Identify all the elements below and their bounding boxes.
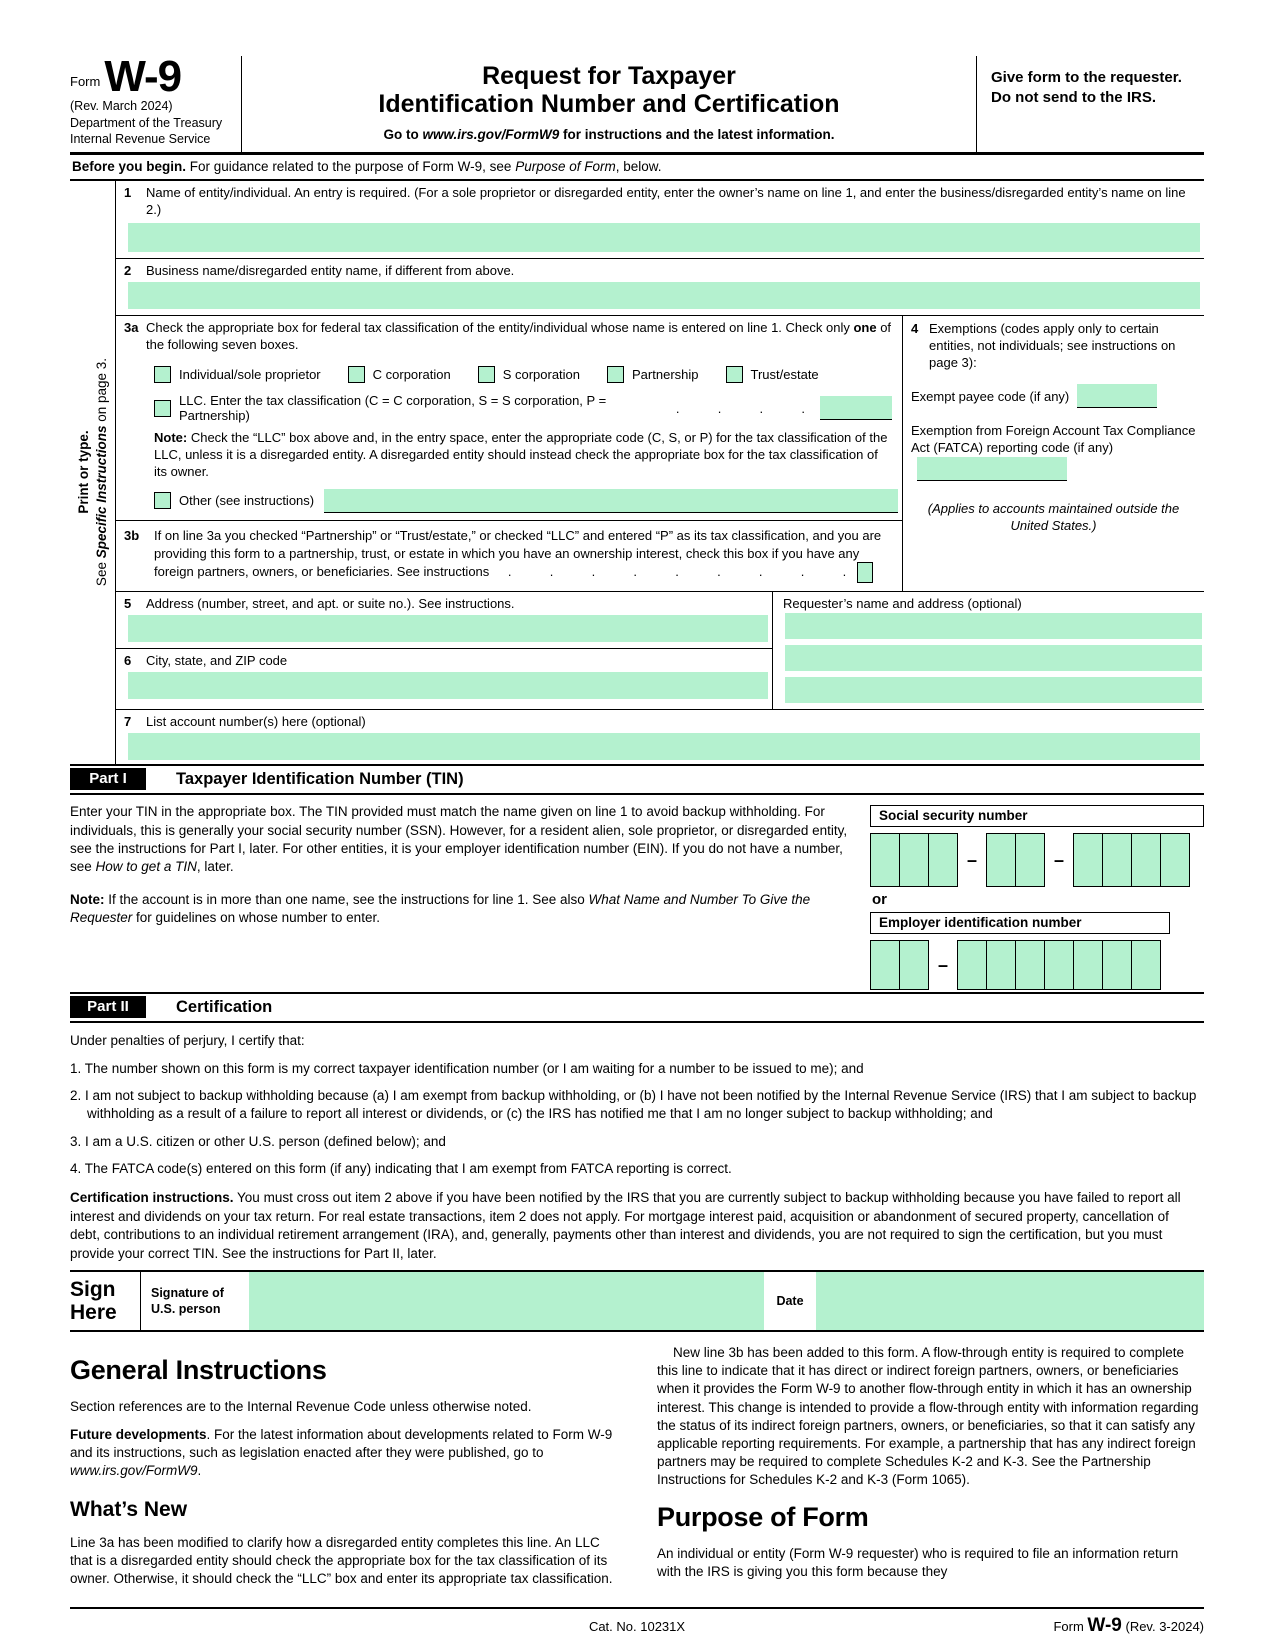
part1-band — [70, 764, 1204, 795]
other-option-row — [116, 489, 898, 513]
requester-input-2[interactable] — [785, 645, 1202, 671]
future-url[interactable]: www.irs.gov/FormW9 — [70, 1463, 198, 1479]
checkbox-s-corporation[interactable] — [478, 366, 495, 383]
page-title-line1: Request for Taxpayer — [482, 62, 736, 90]
us-person-label: U.S. person — [151, 1302, 221, 1317]
line3b-label — [154, 527, 902, 584]
requester-label: Requester’s name and address (optional) — [783, 596, 1022, 612]
ein-cells — [870, 940, 1204, 990]
section-references: Section references are to the Internal Revenue Code unless otherwise noted. — [70, 1399, 532, 1415]
print-or-type-strip — [70, 181, 115, 765]
ssn-cell[interactable] — [1160, 833, 1190, 887]
see-post: on page 3. — [93, 358, 109, 426]
part1-para-post: , later. — [196, 859, 234, 875]
purpose-of-form-title: Purpose of Form — [657, 1501, 869, 1532]
line3b-dot-leader: . . . . . . . . . — [489, 564, 848, 580]
line3a-label-bold: one — [853, 320, 877, 336]
goto-instructions — [260, 127, 958, 142]
ssn-cell[interactable] — [1073, 833, 1103, 887]
future-developments-label: Future developments — [70, 1426, 207, 1442]
footer-revision: (Rev. 3-2024) — [1125, 1619, 1204, 1635]
before-label: Before you begin. — [72, 158, 187, 174]
llc-tax-code-input[interactable] — [820, 396, 892, 420]
checkbox-other[interactable] — [154, 492, 171, 509]
before-you-begin — [70, 155, 1204, 181]
part1-text — [70, 803, 870, 990]
other-label: Other (see instructions) — [179, 493, 315, 509]
certify-item-1: 1. The number shown on this form is my correct taxpayer identification number (or I am waiting for a number to be issued to me); and — [70, 1060, 864, 1076]
requester-input-3[interactable] — [785, 677, 1202, 703]
note-label: Note: — [154, 430, 188, 446]
fatca-code-input[interactable] — [917, 457, 1067, 481]
part1-para-italic: How to get a TIN — [95, 859, 197, 875]
ssn-cell[interactable] — [1131, 833, 1161, 887]
instructions-section — [70, 1332, 1204, 1597]
form-number: W-9 — [104, 52, 182, 101]
ein-dash: – — [938, 954, 949, 975]
certify-item-3: 3. I am a U.S. citizen or other U.S. person (defined below); and — [70, 1133, 446, 1149]
foreign-partners-checkbox[interactable] — [857, 562, 873, 583]
option-s-corporation — [478, 366, 580, 383]
footer-form-number: W-9 — [1087, 1615, 1122, 1637]
part1-note — [70, 891, 856, 928]
part2-body — [70, 1023, 1204, 1263]
line5-label: Address (number, street, and apt. or suite no.). See instructions. — [146, 596, 515, 612]
date-input[interactable] — [816, 1272, 1204, 1330]
part2-title: Certification — [176, 997, 273, 1016]
signature-label — [141, 1272, 249, 1330]
instructions-left-column — [70, 1344, 617, 1597]
footer-form-id — [1053, 1615, 1204, 1637]
requester-input-1[interactable] — [785, 613, 1202, 639]
address-input[interactable] — [128, 615, 768, 642]
other-input[interactable] — [324, 489, 898, 513]
ein-cell[interactable] — [1015, 940, 1045, 990]
before-post: , below. — [615, 158, 662, 174]
part1-note-italic: What Name and Number To Give the Requester — [70, 891, 811, 926]
line4-number: 4 — [911, 321, 919, 337]
account-numbers-input[interactable] — [128, 733, 1200, 760]
goto-url[interactable]: www.irs.gov/FormW9 — [422, 127, 560, 142]
exempt-payee-code-input[interactable] — [1077, 384, 1157, 408]
ssn-dash-1: – — [967, 849, 978, 870]
see-pre: See — [93, 558, 109, 587]
future-pre: . For the latest information about developments related to Form W-9 and its instructions, such as legislation enacted after they were published, go to — [70, 1426, 613, 1460]
ein-cell[interactable] — [899, 940, 929, 990]
fatca-row — [911, 423, 1196, 481]
line3a-label-pre: Check the appropriate box for federal tax classification of the entity/individual whose name is entered on line 1. Check only — [146, 320, 854, 336]
form-header — [70, 52, 1204, 155]
llc-label: LLC. Enter the tax classification (C = C corporation, S = S corporation, P = Partnership) — [179, 393, 607, 424]
tax-classification-options — [116, 366, 902, 383]
note-text: Check the “LLC” box above and, in the entry space, enter the appropriate code (C, S, or P) for the tax classification of the LLC, unless it is a disregarded entity. A disregarded entity should instead check the appropriate box for the tax classification of its owner. — [154, 430, 888, 480]
certify-item-2: 2. I am not subject to backup withholding because (a) I am exempt from backup withholding, or (b) I have not been notified by the Internal Revenue Service (IRS) that I am subject to backup withholding as a result of a failure to report all interest or dividends, or (c) the IRS has notified me that I am no longer subject to backup withholding; and — [70, 1088, 1197, 1122]
name-input[interactable] — [128, 223, 1200, 252]
line3a-number: 3a — [124, 320, 139, 336]
footer-form-word: Form — [1053, 1619, 1084, 1635]
ssn-label: Social security number — [870, 805, 1204, 827]
form-id-block — [70, 52, 242, 152]
business-name-input[interactable] — [128, 282, 1200, 309]
part1-para-pre: Enter your TIN in the appropriate box. The TIN provided must match the name given on line 1 to avoid backup withholding. For individuals, this is generally your social security number (SSN). However, for a resident alien, sole proprietor, or disregarded entity, see the instructions for Part I, later. For other entities, it is your employer identification number (EIN). If you do not have a number, see — [70, 804, 848, 875]
ssn-group-2 — [986, 833, 1045, 887]
label-partnership: Partnership — [632, 367, 699, 383]
form-revision: (Rev. March 2024) — [70, 99, 173, 114]
ein-label: Employer identification number — [870, 912, 1170, 934]
option-partnership — [607, 366, 698, 383]
ein-cell[interactable] — [1102, 940, 1132, 990]
checkbox-partnership[interactable] — [607, 366, 624, 383]
line3a-label-post: of the following seven boxes. — [146, 320, 892, 353]
ein-cell[interactable] — [1131, 940, 1161, 990]
ein-group-2 — [957, 940, 1161, 990]
before-italic: Purpose of Form — [515, 158, 616, 174]
line7-number: 7 — [124, 714, 132, 730]
classification-left — [116, 316, 902, 591]
see-instructions-label — [93, 237, 111, 707]
row-line2 — [116, 259, 1204, 316]
ein-group-1 — [870, 940, 929, 990]
ssn-cell[interactable] — [928, 833, 958, 887]
ssn-cell[interactable] — [899, 833, 929, 887]
ssn-cell[interactable] — [870, 833, 900, 887]
ssn-cell[interactable] — [1015, 833, 1045, 887]
ein-cell[interactable] — [957, 940, 987, 990]
row-classification — [116, 316, 1204, 592]
ein-cell[interactable] — [870, 940, 900, 990]
or-label: or — [872, 891, 887, 909]
part1-note-pre: If the account is in more than one name, see the instructions for line 1. See also — [104, 891, 589, 907]
fatca-label: Exemption from Foreign Account Tax Compliance Act (FATCA) reporting code (if any) — [911, 422, 1196, 455]
line3b-block — [116, 521, 902, 592]
row-line1 — [116, 181, 1204, 260]
fields-table — [115, 181, 1204, 765]
checkbox-individual[interactable] — [154, 366, 171, 383]
line2-label: Business name/disregarded entity name, if different from above. — [146, 263, 515, 279]
option-individual — [154, 366, 321, 383]
future-post: . — [197, 1463, 202, 1479]
row-line5 — [116, 592, 772, 649]
line3b-text: If on line 3a you checked “Partnership” or “Trust/estate,” or checked “LLC” and entered “P” as its tax classification, and you are providing this form to a partnership, trust, or estate in which you have an ownership interest, check this box if you have any foreign partners, owners, or beneficiaries. See instructions — [154, 527, 882, 580]
whats-new-paragraph: Line 3a has been modified to clarify how a disregarded entity completes this line. An LLC that is a disregarded entity should check the appropriate box for the tax classification of its owner. Otherwise, it should check the “LLC” box and enter its appropriate tax classification. — [70, 1534, 613, 1587]
ssn-group-1 — [870, 833, 958, 887]
exempt-payee-row — [911, 384, 1196, 408]
give-form-note: Give form to the requester. Do not send to the IRS. — [976, 56, 1204, 152]
page-title-line2: Identification Number and Certification — [378, 90, 840, 118]
part1-note-post: for guidelines on whose number to enter. — [132, 910, 380, 926]
line3a-block — [116, 316, 902, 520]
llc-option-row — [116, 393, 892, 423]
ssn-group-3 — [1073, 833, 1190, 887]
label-c-corporation: C corporation — [372, 367, 451, 383]
cert-instructions-label: Certification instructions. — [70, 1190, 234, 1206]
part1-paragraph — [70, 803, 856, 876]
certification-instructions — [70, 1189, 1202, 1262]
specific-instructions: Specific Instructions — [93, 425, 109, 559]
part1-body — [70, 795, 1204, 992]
part1-chip: Part I — [70, 768, 146, 790]
part1-note-label: Note: — [70, 891, 105, 907]
option-c-corporation — [348, 366, 451, 383]
label-s-corporation: S corporation — [502, 367, 581, 383]
checkbox-c-corporation[interactable] — [348, 366, 365, 383]
here-word: Here — [70, 1300, 117, 1324]
irs-label: Internal Revenue Service — [70, 132, 211, 147]
part2-band — [70, 992, 1204, 1023]
print-or-type-label: Print or type. — [75, 430, 91, 515]
part1-title: Taxpayer Identification Number (TIN) — [176, 769, 464, 788]
ssn-dash-2: – — [1054, 849, 1065, 870]
requester-cell — [772, 592, 1204, 709]
dept-treasury: Department of the Treasury — [70, 116, 223, 131]
instructions-right-column — [657, 1344, 1204, 1597]
date-label: Date — [776, 1293, 804, 1308]
ein-cell[interactable] — [1073, 940, 1103, 990]
signature-input[interactable] — [249, 1272, 764, 1330]
ssn-cells — [870, 833, 1204, 887]
applies-note: (Applies to accounts maintained outside the United States.) — [927, 500, 1180, 533]
row-line6 — [116, 649, 772, 699]
label-trust-estate: Trust/estate — [750, 367, 819, 383]
catalog-number: Cat. No. 10231X — [588, 1619, 686, 1635]
whats-new-title: What’s New — [70, 1498, 188, 1522]
city-state-zip-input[interactable] — [128, 672, 768, 699]
ssn-cell[interactable] — [986, 833, 1016, 887]
certify-item-4: 4. The FATCA code(s) entered on this form (if any) indicating that I am exempt from FATCA reporting is correct. — [70, 1161, 732, 1177]
line6-number: 6 — [124, 653, 132, 669]
goto-post: for instructions and the latest information. — [559, 127, 835, 142]
part2-chip: Part II — [70, 996, 146, 1018]
line4-label: Exemptions (codes apply only to certain entities, not individuals; see instructions on page 3): — [929, 321, 1176, 371]
new-line-3b-paragraph: New line 3b has been added to this form. A flow-through entity is required to complete this line to indicate that it has direct or indirect foreign partners, owners, or beneficiaries when it provides the Form W-9 to another flow-through entity in which it has an ownership interest. This change is intended to provide a flow-through entity with information regarding the status of its indirect foreign partners, owners, or beneficiaries, so that it can satisfy any applicable reporting requirements. For example, a partnership that has any indirect foreign partners may be required to complete Schedules K-2 and K-3. See the Partnership Instructions for Schedules K-2 and K-3 (Form 1065). — [657, 1344, 1199, 1488]
form-title-block — [242, 56, 976, 152]
certify-intro: Under penalties of perjury, I certify that: — [70, 1033, 305, 1049]
exemptions-cell — [902, 316, 1204, 591]
line1-label: Name of entity/individual. An entry is required. (For a sole proprietor or disregarded entity, enter the owner’s name on line 1, and enter the business/disregarded entity’s name on line 2.) — [146, 184, 1186, 217]
goto-pre: Go to — [383, 127, 423, 142]
row-address — [116, 592, 1204, 710]
line2-number: 2 — [124, 263, 132, 279]
sign-word: Sign — [70, 1277, 116, 1301]
checkbox-llc[interactable] — [154, 400, 171, 417]
label-individual: Individual/sole proprietor — [179, 367, 321, 383]
line6-label: City, state, and ZIP code — [146, 653, 288, 669]
future-developments — [70, 1426, 617, 1481]
line1-number: 1 — [124, 184, 132, 200]
ssn-cell[interactable] — [1102, 833, 1132, 887]
form-word: Form — [70, 74, 101, 90]
option-trust-estate — [726, 366, 819, 383]
purpose-paragraph: An individual or entity (Form W-9 requester) who is required to file an information return with the IRS is giving you this form because they — [657, 1546, 1179, 1580]
ein-cell[interactable] — [1044, 940, 1074, 990]
main-fields-area — [70, 181, 1204, 765]
llc-note — [116, 429, 902, 480]
line7-label: List account number(s) here (optional) — [146, 714, 366, 730]
sign-here-row — [70, 1270, 1204, 1332]
exempt-payee-label: Exempt payee code (if any) — [911, 388, 1070, 404]
sign-here-label — [70, 1272, 140, 1330]
tin-boxes — [870, 803, 1204, 990]
page-footer — [70, 1607, 1204, 1647]
before-text: For guidance related to the purpose of Form W-9, see — [186, 158, 516, 174]
address-left — [116, 592, 772, 709]
cert-instructions-text: You must cross out item 2 above if you have been notified by the IRS that you are currently subject to backup withholding because you have failed to report all interest and dividends on your tax return. For real estate transactions, item 2 does not apply. For mortgage interest paid, acquisition or abandonment of secured property, cancellation of debt, contributions to an individual retirement arrangement (IRA), and, generally, payments other than interest and dividends, you are not required to sign the certification, but you must provide your correct TIN. See the instructions for Part II, later. — [70, 1190, 1181, 1261]
checkbox-trust-estate[interactable] — [726, 366, 743, 383]
line5-number: 5 — [124, 596, 132, 612]
ein-cell[interactable] — [986, 940, 1016, 990]
line3a-label — [146, 320, 902, 354]
row-line7 — [116, 710, 1204, 760]
line3b-number: 3b — [124, 527, 140, 543]
llc-dot-leader: . . . . — [675, 400, 806, 416]
signature-of-label: Signature of — [151, 1285, 224, 1300]
general-instructions-title: General Instructions — [70, 1354, 327, 1385]
